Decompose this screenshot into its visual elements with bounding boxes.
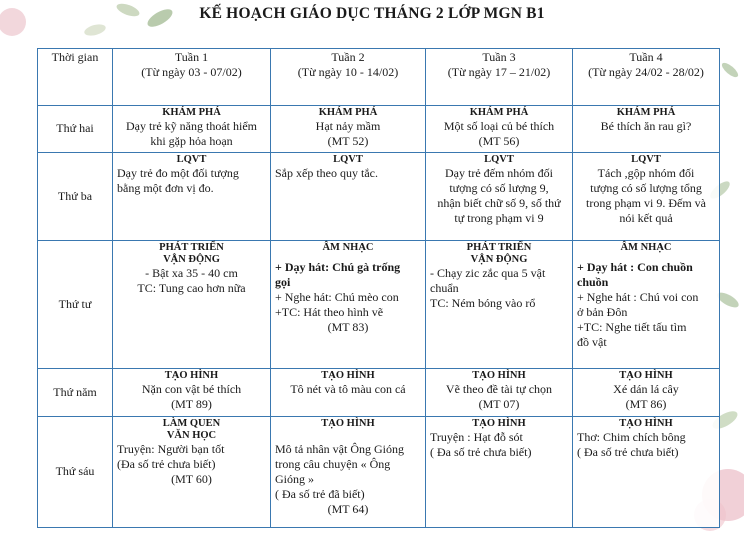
cell-fri-w1: LÀM QUEN VĂN HỌC Truyện: Người bạn tốt (Đa số trẻ chưa biết) (MT 60) (113, 416, 271, 527)
cell-fri-w4: TẠO HÌNH Thơ: Chim chích bông ( Đa số trẻ chưa biết) (573, 416, 720, 527)
cell-thu-w3: TẠO HÌNH Vẽ theo đề tài tự chọn (MT 07) (426, 369, 573, 416)
day-label-wednesday: Thứ tư (38, 241, 113, 369)
table-row-thursday (38, 369, 720, 416)
table-row-tuesday (38, 152, 720, 240)
cell-wed-w3: PHÁT TRIỂN VẬN ĐỘNG - Chạy zic zắc qua 5 vật chuẩn TC: Ném bóng vào rổ (426, 241, 573, 369)
cell-wed-w2: ÂM NHẠC + Dạy hát: Chú gà trống gọi + Nghe hát: Chú mèo con +TC: Hát theo hình vẽ (MT 83) (271, 241, 426, 369)
table-row-monday (38, 105, 720, 152)
table-row-friday (38, 416, 720, 527)
cell-mon-w1: KHÁM PHÁ Dạy trẻ kỹ năng thoát hiểm khi gặp hỏa hoạn (113, 105, 271, 152)
cell-mon-w3: KHÁM PHÁ Một số loại củ bé thích (MT 56) (426, 105, 573, 152)
header-week-1: Tuần 1 (Từ ngày 03 - 07/02) (113, 49, 271, 106)
day-label-monday: Thứ hai (38, 105, 113, 152)
cell-tue-w4: LQVT Tách ,gộp nhóm đối tượng có số lượng tổng trong phạm vi 9. Đếm và nói kết quả (573, 152, 720, 240)
cell-tue-w3: LQVT Dạy trẻ đếm nhóm đối tượng có số lượng 9, nhận biết chữ số 9, số thứ tự trong phạm vi 9 (426, 152, 573, 240)
cell-mon-w4: KHÁM PHÁ Bé thích ăn rau gì? (573, 105, 720, 152)
page-title: KẾ HOẠCH GIÁO DỤC THÁNG 2 LỚP MGN B1 (199, 5, 545, 22)
day-label-thursday: Thứ năm (38, 369, 113, 416)
cell-wed-w4: ÂM NHẠC + Dạy hát : Con chuồn chuồn + Nghe hát : Chú voi con ở bản Đôn +TC: Nghe tiết tấu tìm đồ vật (573, 241, 720, 369)
header-time: Thời gian (38, 49, 113, 106)
education-plan-table (37, 48, 720, 528)
header-week-4: Tuần 4 (Từ ngày 24/02 - 28/02) (573, 49, 720, 106)
cell-tue-w1: LQVT Dạy trẻ đo một đối tượng bằng một đơn vị đo. (113, 152, 271, 240)
cell-mon-w2: KHÁM PHÁ Hạt nảy mầm (MT 52) (271, 105, 426, 152)
table-row-wednesday (38, 241, 720, 369)
table-header-row (38, 49, 720, 106)
cell-thu-w4: TẠO HÌNH Xé dán lá cây (MT 86) (573, 369, 720, 416)
cell-wed-w1: PHÁT TRIỂN VẬN ĐỘNG - Bật xa 35 - 40 cm TC: Tung cao hơn nữa (113, 241, 271, 369)
cell-fri-w3: TẠO HÌNH Truyện : Hạt đỗ sót ( Đa số trẻ chưa biết) (426, 416, 573, 527)
header-week-2: Tuần 2 (Từ ngày 10 - 14/02) (271, 49, 426, 106)
cell-fri-w2: TẠO HÌNH Mô tả nhân vật Ông Gióng trong câu chuyện « Ông Gióng » ( Đa số trẻ đã biết) (MT 64) (271, 416, 426, 527)
day-label-tuesday: Thứ ba (38, 152, 113, 240)
cell-thu-w1: TẠO HÌNH Nặn con vật bé thích (MT 89) (113, 369, 271, 416)
header-week-3: Tuần 3 (Từ ngày 17 – 21/02) (426, 49, 573, 106)
cell-thu-w2: TẠO HÌNH Tô nét và tô màu con cá (271, 369, 426, 416)
day-label-friday: Thứ sáu (38, 416, 113, 527)
cell-tue-w2: LQVT Sắp xếp theo quy tắc. (271, 152, 426, 240)
